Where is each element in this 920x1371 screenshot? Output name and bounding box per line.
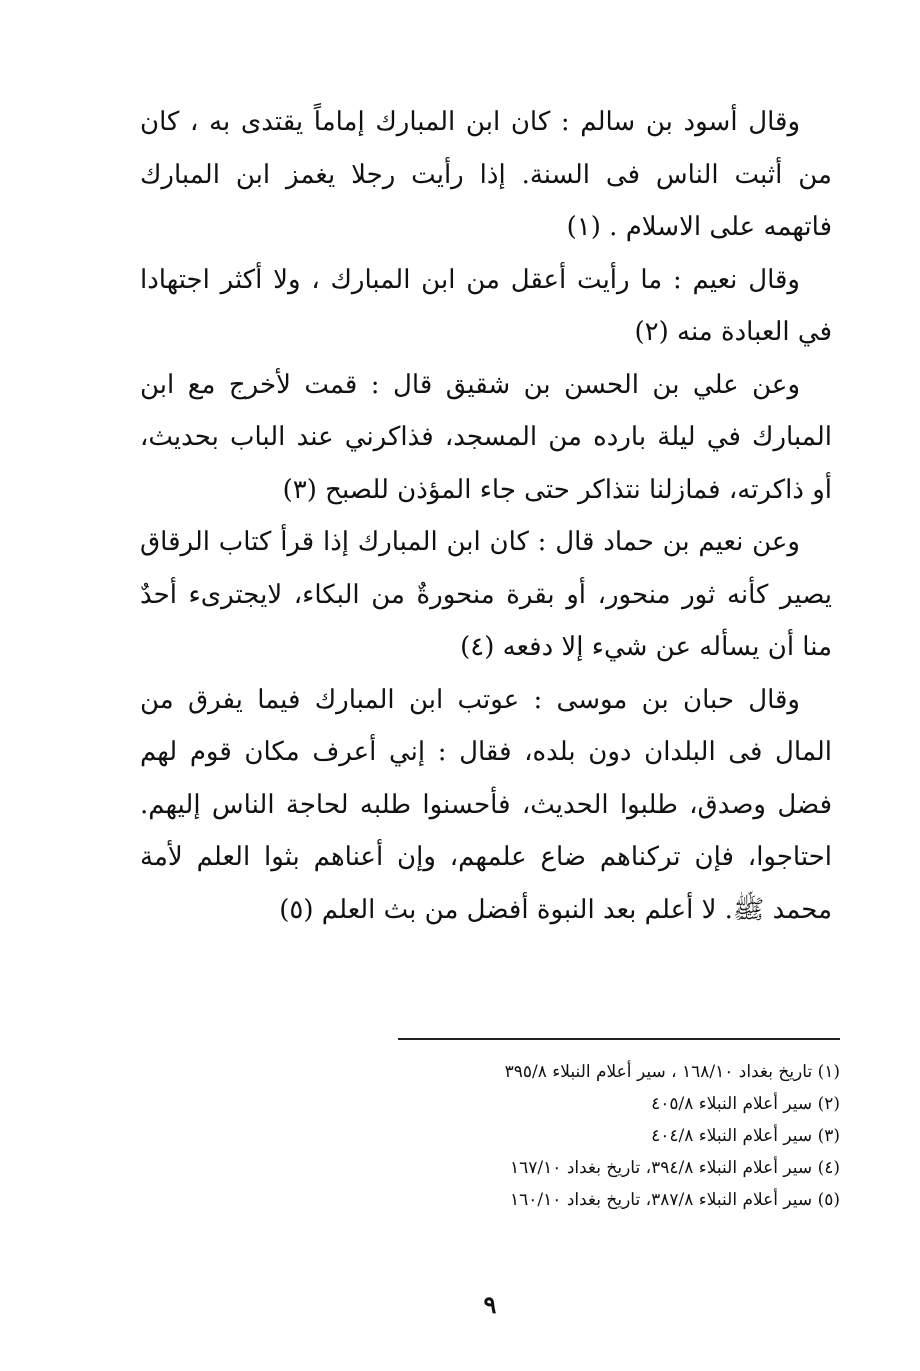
- footnote-1: (١) تاريخ بغداد ١٦٨/١٠ ، سير أعلام النبلاء ٣٩٥/٨: [504, 1062, 840, 1082]
- footnote-4: (٤) سير أعلام النبلاء ٣٩٤/٨، تاريخ بغداد ١٦٧/١٠: [510, 1158, 840, 1178]
- paragraph-4: وعن نعيم بن حماد قال : كان ابن المبارك إذا قرأ كتاب الرقاق يصير كأنه ثور منحور، أو بقرة منحورةٌ من البكاء، لايجترىء أحدٌ منا أن يسأله عن شيء إلا دفعه (٤): [140, 527, 832, 662]
- paragraph-2: وقال نعيم : ما رأيت أعقل من ابن المبارك ، ولا أكثر اجتهادا في العبادة منه (٢): [140, 264, 832, 347]
- footnote-5: (٥) سير أعلام النبلاء ٣٨٧/٨، تاريخ بغداد ١٦٠/١٠: [510, 1190, 840, 1210]
- paragraph-1: وقال أسود بن سالم : كان ابن المبارك إماماً يقتدى به ، كان من أثبت الناس فى السنة. إذا رأيت رجلا يغمز ابن المبارك فاتهمه على الاسلام . (١): [140, 107, 832, 242]
- footnotes-list: [400, 1056, 840, 1216]
- footnote-divider: [398, 1038, 840, 1040]
- paragraph-3: وعن علي بن الحسن بن شقيق قال : قمت لأخرج مع ابن المبارك في ليلة بارده من المسجد، فذاكرني عند الباب بحديث، أو ذاكرته، فمازلنا نتذاكر حتى جاء المؤذن للصبح (٣): [140, 369, 832, 505]
- paragraph-5: وقال حبان بن موسى : عوتب ابن المبارك فيما يفرق من المال فى البلدان دون بلده، فقال : إني أعرف مكان قوم لهم فضل وصدق، طلبوا الحديث، فأحسنوا طلبه لحاجة الناس إليهم. احتاجوا، فإن تركناهم ضاع علمهم، وإن أعناهم بثوا العلم لأمة محمد ﷺ. لا أعلم بعد النبوة أفضل من بث العلم (٥): [140, 684, 832, 925]
- main-text: [140, 96, 832, 936]
- footnote-3: (٣) سير أعلام النبلاء ٤٠٤/٨: [651, 1126, 840, 1146]
- page-number: ٩: [483, 1290, 497, 1319]
- footnote-2: (٢) سير أعلام النبلاء ٤٠٥/٨: [651, 1094, 840, 1114]
